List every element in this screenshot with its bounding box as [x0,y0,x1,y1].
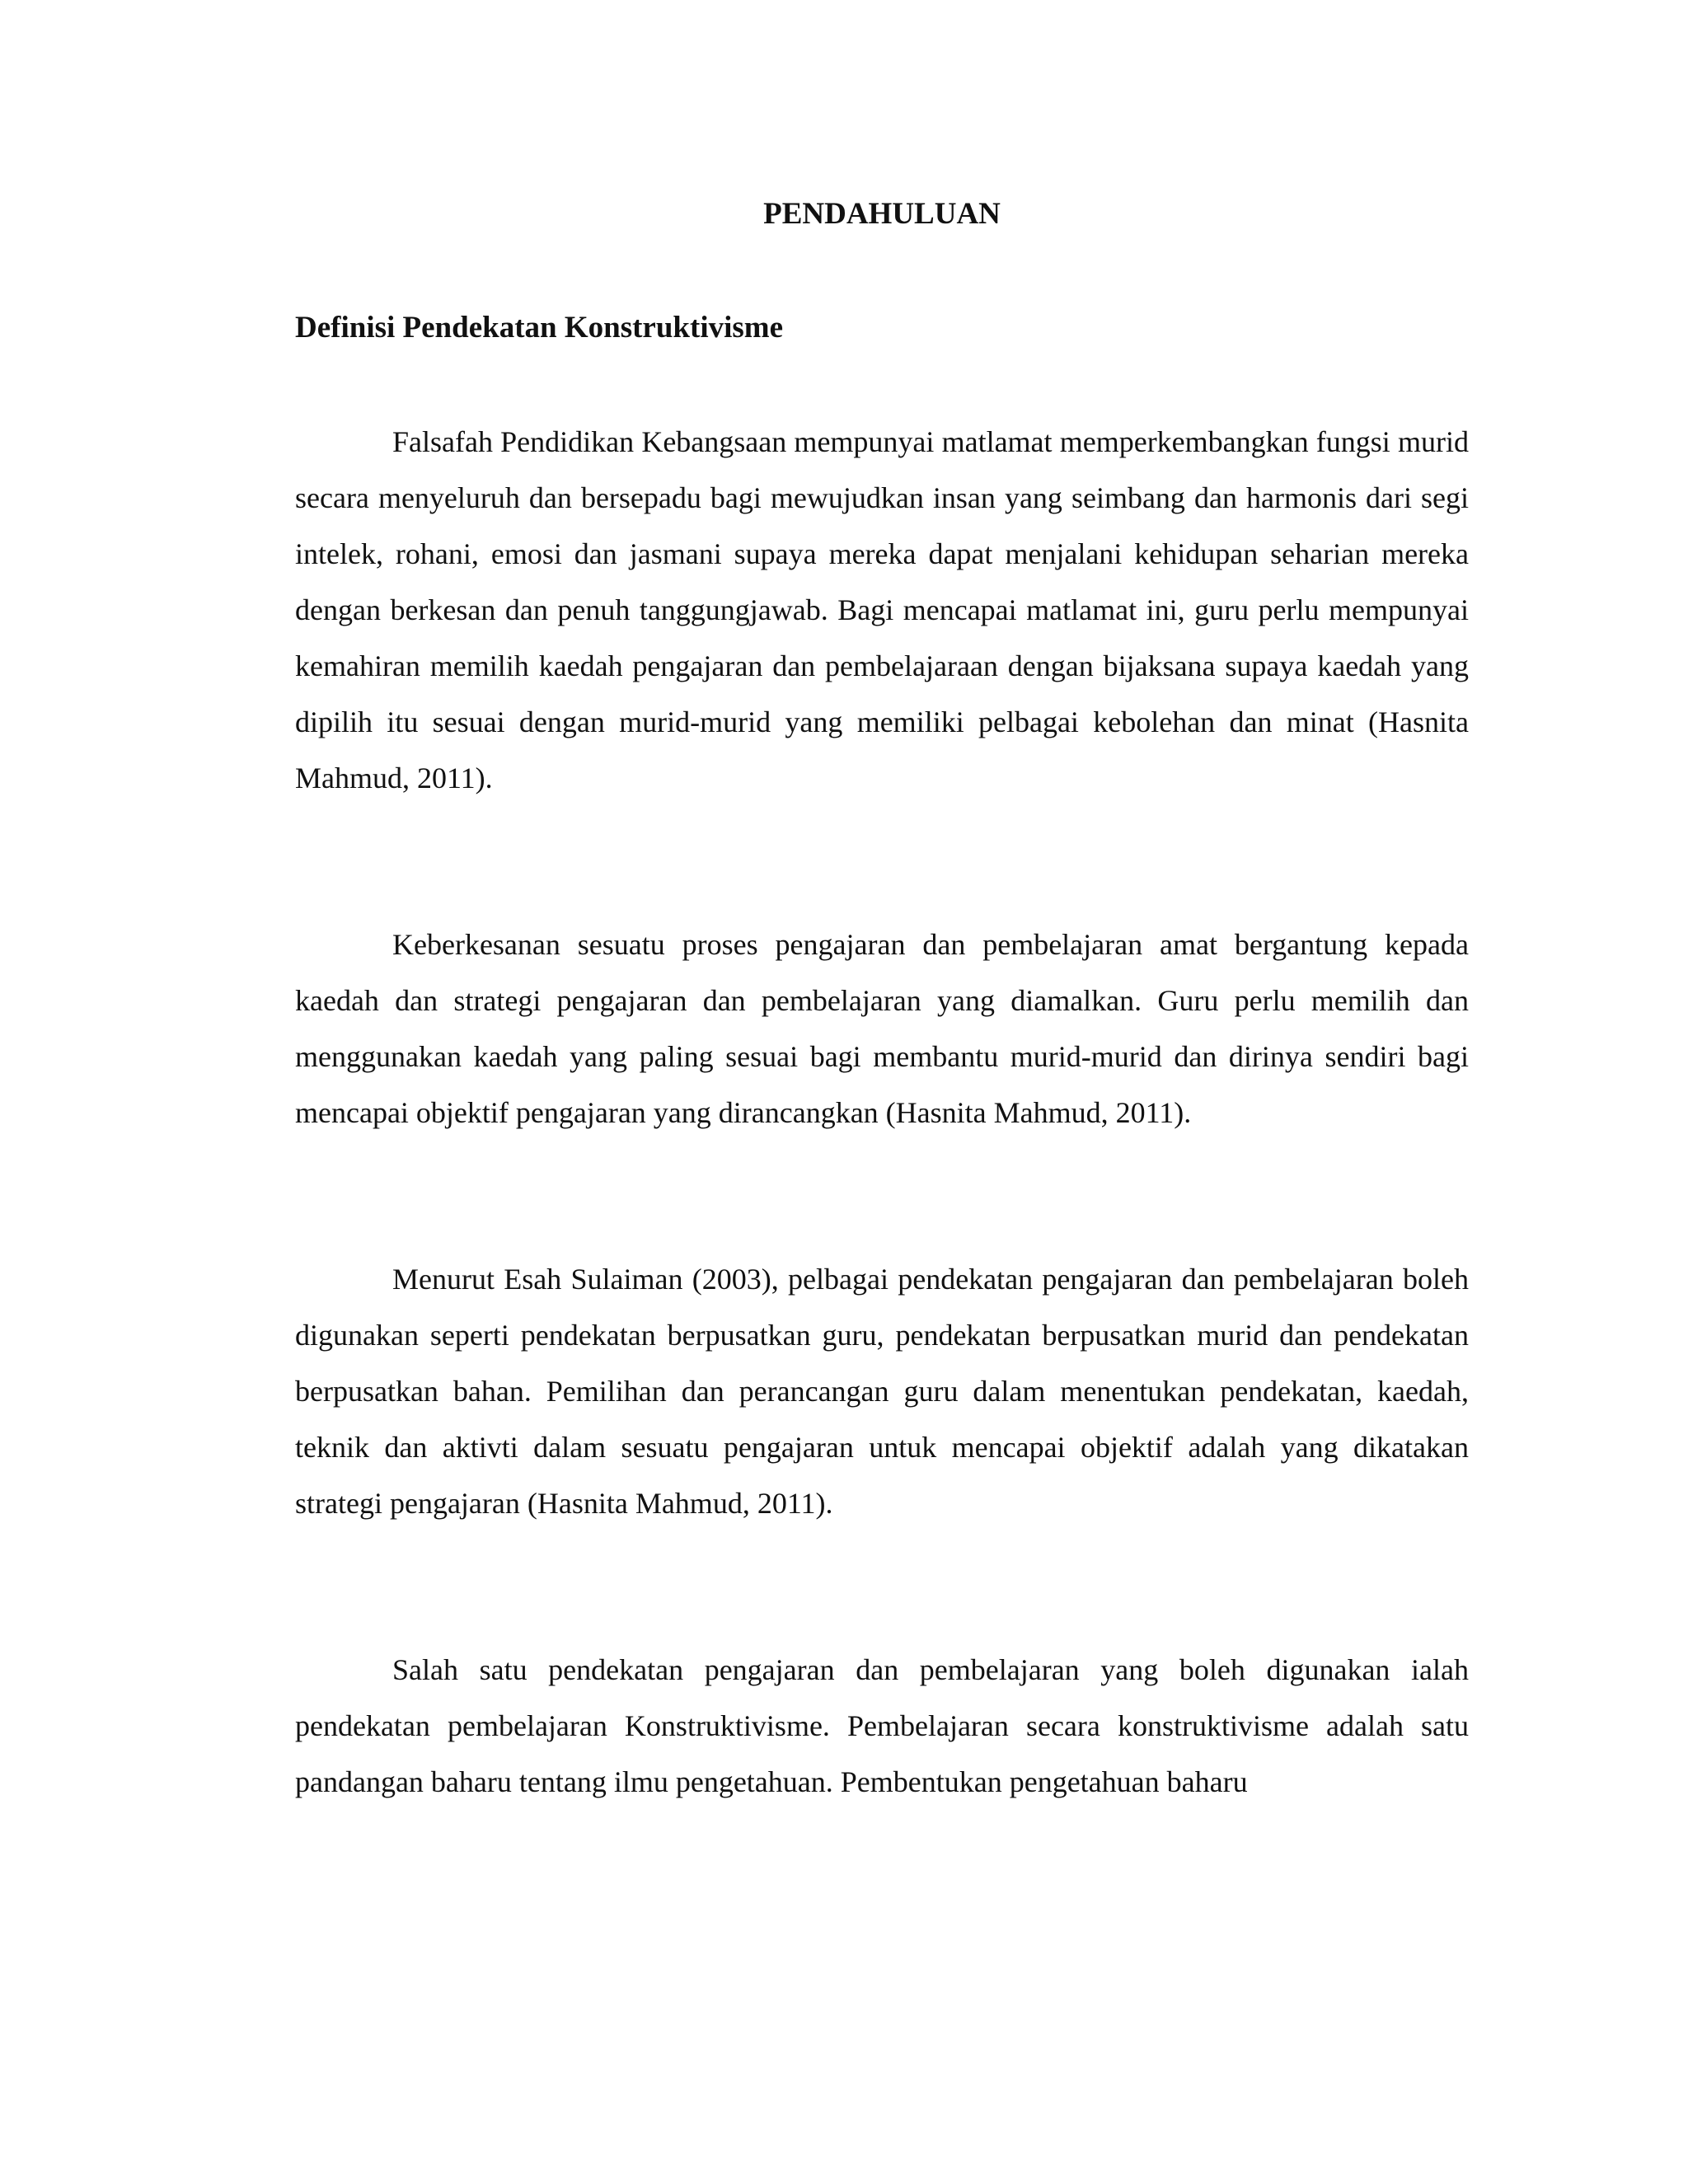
paragraph-1: Falsafah Pendidikan Kebangsaan mempunyai matlamat memperkembangkan fungsi murid secara menyeluruh dan bersepadu bagi mewujudkan insan yang seimbang dan harmonis dari segi intelek, rohani, emosi dan jasmani supaya mereka dapat menjalani kehidupan seharian mereka dengan berkesan dan penuh tanggungjawab. Bagi mencapai matlamat ini, guru perlu mempunyai kemahiran memilih kaedah pengajaran dan pembelajaraan dengan bijaksana supaya kaedah yang dipilih itu sesuai dengan murid-murid yang memiliki pelbagai kebolehan dan minat (Hasnita Mahmud, 2011). [295,425,1469,794]
paragraph-2: Keberkesanan sesuatu proses pengajaran dan pembelajaran amat bergantung kepada kaedah dan strategi pengajaran dan pembelajaran yang diamalkan. Guru perlu memilih dan menggunakan kaedah yang paling sesuai bagi membantu murid-murid dan dirinya sendiri bagi mencapai objektif pengajaran yang dirancangkan (Hasnita Mahmud, 2011). [295,928,1469,1129]
paragraph-4: Salah satu pendekatan pengajaran dan pembelajaran yang boleh digunakan ialah pendekatan pembelajaran Konstruktivisme. Pembelajaran secara konstruktivisme adalah satu pandangan baharu tentang ilmu pengetahuan. Pembentukan pengetahuan baharu [295,1653,1469,1798]
section-heading: Definisi Pendekatan Konstruktivisme [295,311,784,344]
paragraph-3: Menurut Esah Sulaiman (2003), pelbagai pendekatan pengajaran dan pembelajaran boleh digunakan seperti pendekatan berpusatkan guru, pendekatan berpusatkan murid dan pendekatan berpusatkan bahan. Pemilihan dan perancangan guru dalam menentukan pendekatan, kaedah, teknik dan aktivti dalam sesuatu pengajaran untuk mencapai objektif adalah yang dikatakan strategi pengajaran (Hasnita Mahmud, 2011). [295,1263,1469,1520]
document-body [295,186,1469,1810]
page-title: PENDAHULUAN [763,197,1001,231]
